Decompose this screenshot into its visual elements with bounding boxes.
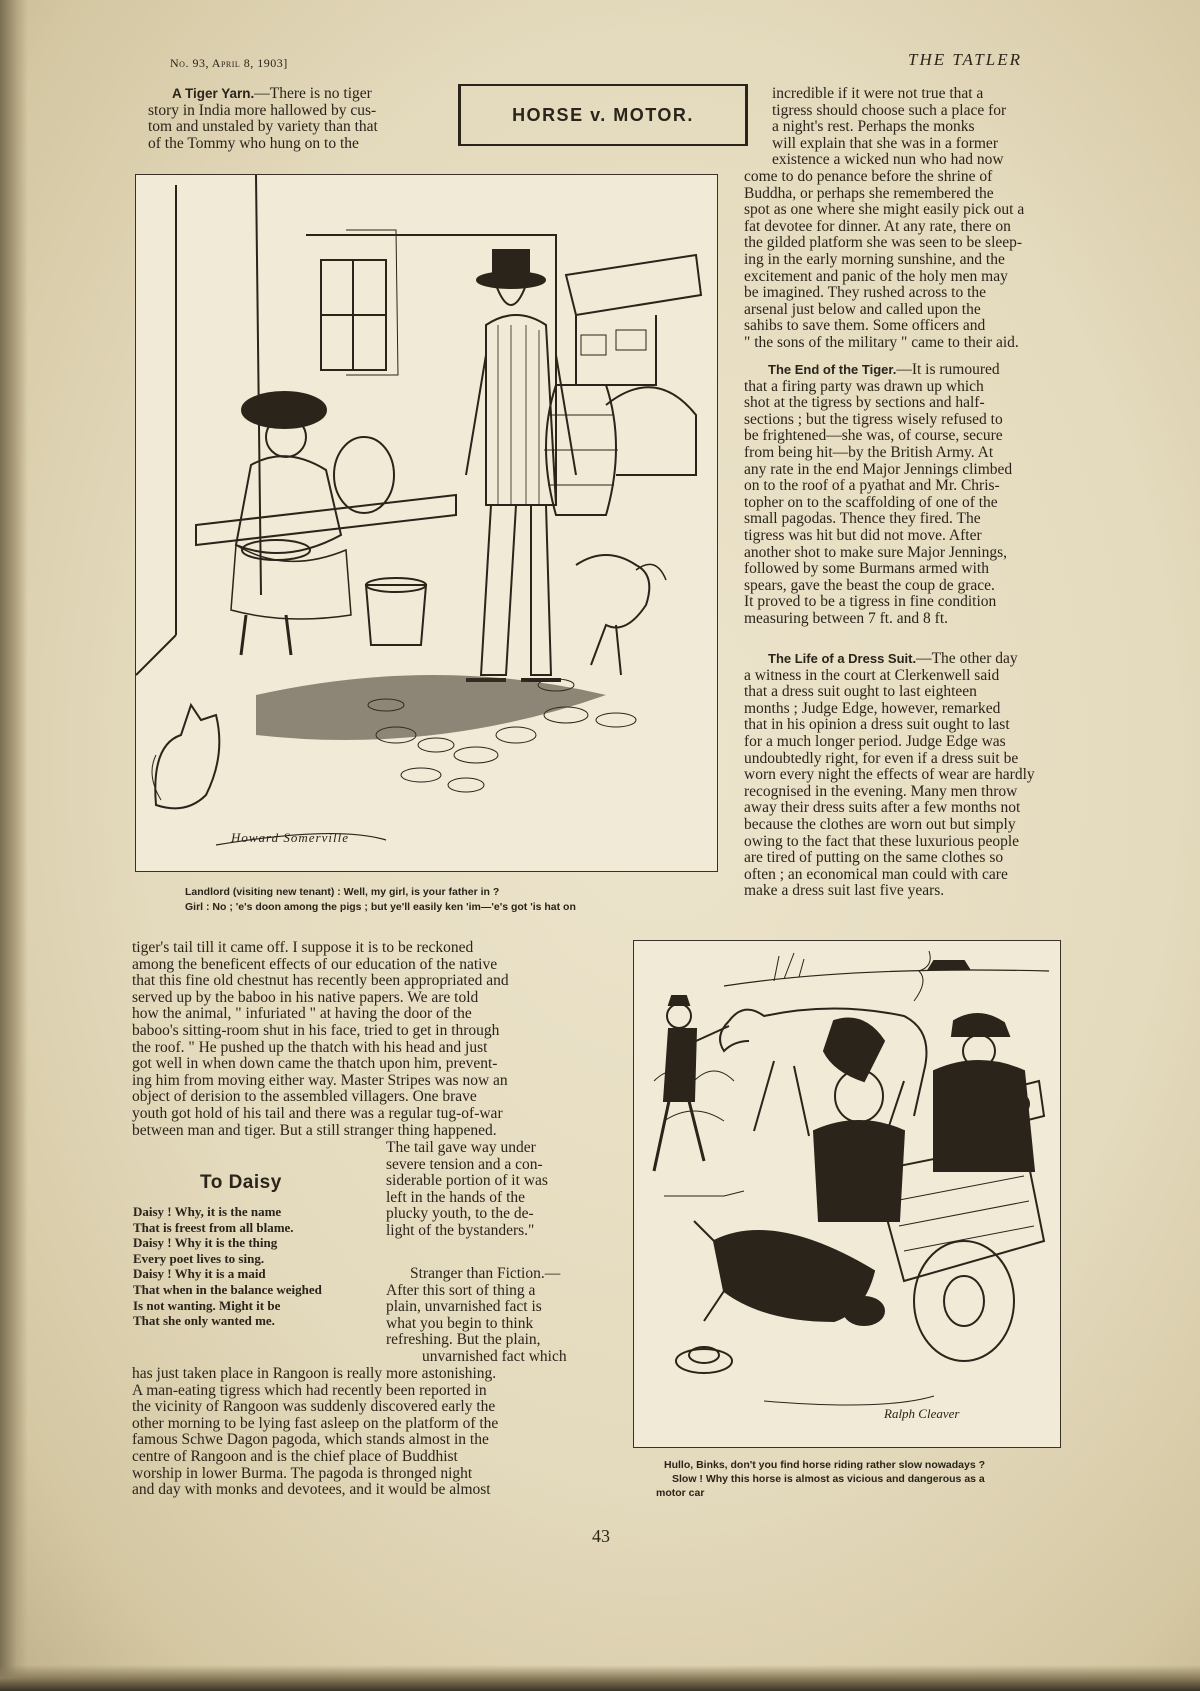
illustration-landlord-scene	[135, 174, 718, 872]
page-edge-shadow	[0, 0, 28, 1691]
illustration2-signature: Ralph Cleaver	[884, 1406, 960, 1421]
magazine-title: THE TATLER	[908, 50, 1022, 69]
tigress-paragraph: incredible if it were not true that a tigress should choose such a place for a night's rest. Perhaps the monks will explain that she was in a former existence a wicked nun who had now come to do penance before the shrine of Buddha, or perhaps she remembered the spot as one where she might easily pick out a fat devotee for dinner. At any rate, there on the gilded platform she was seen to be sleep- ing in the early morning sunshine, and the excitement and panic of the holy men may be imagined. They rushed across to the arsenal just below and called upon the sahibs to save them. Some officers and " the sons of the military " came to their aid.	[744, 85, 1025, 351]
landlord-scene-drawing	[136, 175, 716, 870]
stranger-lead: Stranger than Fiction.	[410, 1265, 545, 1282]
tail-paragraph: The tail gave way under severe tension and a con- siderable portion of it was left in the hands of the plucky youth, to the de- light of the bystanders."	[386, 1139, 548, 1239]
end-of-tiger-paragraph: The End of the Tiger.—It is rumoured that a firing party was drawn up which shot at the tigress by sections and half- sections ; but the tigress wisely refused to be frightened—she was, of course, secure from being hit—by the British Army. At any rate in the end Major Jennings climbed on to the roof of a pyathat and Mr. Chris- topher on to the scaffolding of one of the small pagodas. Thence they fired. The tigress was hit but did not move. After another shot to make sure Major Jennings, followed by some Burmans armed with spears, gave the beast the coup de grace. It proved to be a tigress in fine condition measuring between 7 ft. and 8 ft.	[744, 361, 1013, 627]
illustration2-caption: Hullo, Binks, don't you find horse riding rather slow nowadays ? Slow ! Why this horse is almost as vicious and dangerous as a motor car	[656, 1459, 986, 1499]
dress-suit-lead: The Life of a Dress Suit.	[768, 651, 917, 666]
illustration-horse-motor	[633, 940, 1061, 1448]
feature-title: HORSE v. MOTOR.	[512, 104, 694, 125]
illustration1-caption: Landlord (visiting new tenant) : Well, my girl, is your father in ? Girl : No ; 'e's doon among the pigs ; but ye'll easily ken 'im—'e's got 'is hat on	[185, 886, 576, 913]
end-of-tiger-lead: The End of the Tiger.	[768, 362, 897, 377]
tiger-yarn-paragraph: A Tiger Yarn.—There is no tiger story in India more hallowed by cus- tom and unstaled by variety than that of the Tommy who hung on to the	[148, 85, 378, 152]
issue-header: No. 93, April 8, 1903]	[170, 56, 288, 70]
tiger-yarn-lead: A Tiger Yarn.	[172, 86, 255, 101]
feature-title-box	[458, 84, 748, 146]
poem-title: To Daisy	[200, 1172, 282, 1193]
rangoon-paragraph: has just taken place in Rangoon is really more astonishing. A man-eating tigress which had recently been reported in the vicinity of Rangoon was suddenly discovered early the other morning to be lying fast asleep on the platform of the famous Schwe Dagon pagoda, which stands almost in the centre of Rangoon and is the chief place of Buddhist worship in lower Burma. The pagoda is thronged night and day with monks and devotees, and it would be almost	[132, 1365, 499, 1499]
horse-motor-drawing	[634, 941, 1059, 1446]
illustration1-signature: Howard Somerville	[231, 830, 349, 845]
poem-to-daisy: Daisy ! Why, it is the name That is freest from all blame. Daisy ! Why it is the thing Every poet lives to sing. Daisy ! Why it is a maid That when in the balance weighed Is not wanting. Might it be That she only wanted me.	[133, 1204, 322, 1329]
dress-suit-paragraph: The Life of a Dress Suit.—The other day a witness in the court at Clerkenwell said that a dress suit ought to last eighteen months ; Judge Edge, however, remarked that in his opinion a dress suit ought to last for a much longer period. Judge Edge was undoubtedly right, for even if a dress suit be worn every night the effects of wear are hardly recognised in the evening. Many men throw away their dress suits after a few months not because the clothes are worn out but simply owing to the fact that these luxurious people are tired of putting on the same clothes so often ; an economical man could with care make a dress suit last five years.	[744, 650, 1035, 900]
page-bottom-edge	[0, 1665, 1200, 1691]
stranger-paragraph: Stranger than Fiction.— After this sort of thing a plain, unvarnished fact is what you begin to think refreshing. But the plain, unvarnished fact which	[386, 1265, 567, 1365]
page-number: 43	[592, 1526, 610, 1546]
baboo-paragraph: tiger's tail till it came off. I suppose it is to be reckoned among the beneficent effects of our education of the native that this fine old chestnut has recently been appropriated and served up by the baboo in his native papers. We are told how the animal, " infuriated " at having the door of the baboo's sitting-room shut in his face, tried to get in through the roof. " He pushed up the thatch with his head and just got well in when down came the thatch upon him, prevent- ing him from moving either way. Master Stripes was now an object of derision to the assembled villagers. One brave youth got hold of his tail and there was a regular tug-of-war between man and tiger. But a still stranger thing happened.	[132, 939, 509, 1139]
